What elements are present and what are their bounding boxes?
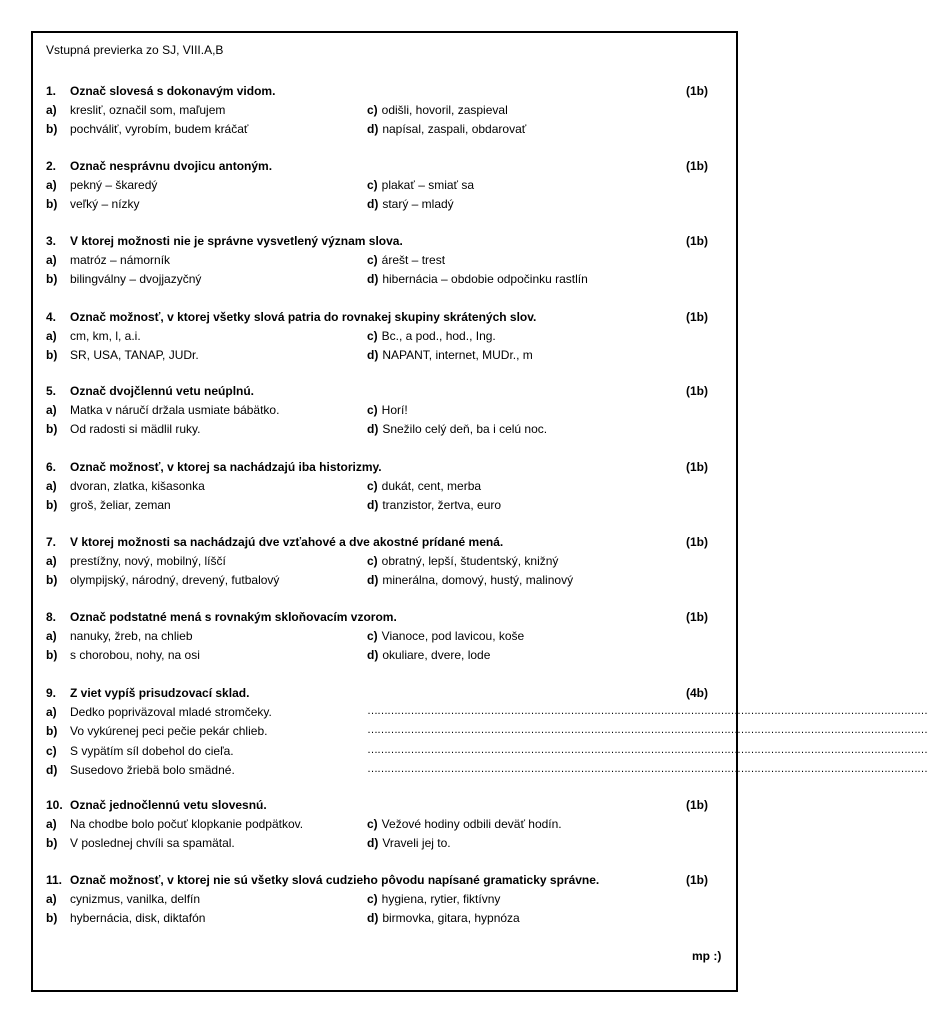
answer-option	[46, 629, 193, 643]
option-text: olympijský, národný, drevený, futbalový	[70, 573, 280, 587]
answer-option	[367, 629, 524, 643]
option-text: Vianoce, pod lavicou, koše	[381, 629, 525, 643]
footer-signature: mp :)	[692, 949, 722, 963]
option-letter: d)	[367, 348, 379, 362]
option-text: bilingválny – dvojjazyčný	[70, 272, 202, 286]
option-text: veľký – nízky	[70, 197, 140, 211]
sentence-item	[46, 724, 267, 738]
sentence-item	[46, 705, 272, 719]
option-text: groš, želiar, zeman	[70, 498, 171, 512]
answer-option	[367, 329, 496, 343]
option-letter: a)	[46, 253, 57, 267]
option-text: Od radosti si mädlil ruky.	[70, 422, 201, 436]
question-text: V ktorej možnosti nie je správne vysvetlený význam slova.	[70, 234, 403, 248]
option-letter: c)	[367, 554, 378, 568]
option-letter: a)	[46, 892, 57, 906]
option-text: minerálna, domový, hustý, malinový	[382, 573, 574, 587]
option-letter: d)	[367, 648, 379, 662]
sentence-item	[46, 744, 234, 758]
option-text: matróz – námorník	[70, 253, 171, 267]
answer-option	[46, 573, 279, 587]
answer-option	[367, 911, 520, 925]
option-letter: a)	[46, 178, 57, 192]
question-title	[46, 535, 503, 549]
question-number: 7.	[46, 535, 57, 549]
option-letter: a)	[46, 629, 57, 643]
option-text: birmovka, gitara, hypnóza	[382, 911, 520, 925]
question-number: 2.	[46, 159, 57, 173]
sentence-text: Vo vykúrenej peci pečie pekár chlieb.	[70, 724, 268, 738]
option-letter: c)	[367, 403, 378, 417]
option-text: napísal, zaspali, obdarovať	[382, 122, 527, 136]
question-number: 1.	[46, 84, 57, 98]
option-text: obratný, lepší, študentský, knižný	[381, 554, 559, 568]
question-points: (4b)	[686, 686, 708, 700]
question-text: Z viet vypíš prisudzovací sklad.	[70, 686, 250, 700]
option-letter: d)	[367, 422, 379, 436]
option-letter: c)	[367, 253, 378, 267]
option-text: cm, km, l, a.i.	[70, 329, 141, 343]
option-letter: b)	[46, 836, 58, 850]
option-letter: c)	[367, 892, 378, 906]
option-letter: a)	[46, 329, 57, 343]
question-text: Označ možnosť, v ktorej všetky slová patria do rovnakej skupiny skrátených slov.	[70, 310, 537, 324]
answer-option	[367, 348, 533, 362]
option-text: Vraveli jej to.	[382, 836, 451, 850]
option-letter: d)	[367, 498, 379, 512]
answer-option	[367, 272, 588, 286]
question-points: (1b)	[686, 798, 708, 812]
answer-line[interactable]: ……………………………………………………………………………………………………………………………………………………	[367, 744, 927, 756]
answer-option	[46, 648, 200, 662]
answer-option	[367, 498, 501, 512]
option-letter: b)	[46, 197, 58, 211]
option-text: s chorobou, nohy, na osi	[70, 648, 200, 662]
option-text: starý – mladý	[382, 197, 454, 211]
answer-option	[46, 329, 141, 343]
option-text: nanuky, žreb, na chlieb	[70, 629, 193, 643]
question-title	[46, 234, 403, 248]
answer-option	[367, 122, 526, 136]
option-letter: a)	[46, 403, 57, 417]
question-number: 11.	[46, 873, 63, 887]
answer-option	[46, 253, 170, 267]
question-points: (1b)	[686, 610, 708, 624]
option-text: hibernácia – obdobie odpočinku rastlín	[382, 272, 588, 286]
option-text: SR, USA, TANAP, JUDr.	[70, 348, 199, 362]
question-number: 6.	[46, 460, 57, 474]
question-text: Označ slovesá s dokonavým vidom.	[70, 84, 276, 98]
option-text: dvoran, zlatka, kišasonka	[70, 479, 205, 493]
option-letter: b)	[46, 122, 58, 136]
question-points: (1b)	[686, 84, 708, 98]
answer-option	[367, 403, 408, 417]
question-title	[46, 798, 267, 812]
option-text: V poslednej chvíli sa spamätal.	[70, 836, 235, 850]
option-text: Vežové hodiny odbili deväť hodín.	[381, 817, 562, 831]
question-title	[46, 460, 382, 474]
question-text: Označ podstatné mená s rovnakým skloňovacím vzorom.	[70, 610, 397, 624]
question-points: (1b)	[686, 535, 708, 549]
option-text: prestížny, nový, mobilný, líščí	[70, 554, 226, 568]
option-letter: d)	[367, 122, 379, 136]
answer-option	[46, 422, 200, 436]
answer-line[interactable]: ……………………………………………………………………………………………………………………………………………………	[367, 763, 927, 775]
option-letter: b)	[46, 272, 58, 286]
question-points: (1b)	[686, 460, 708, 474]
option-letter: b)	[46, 498, 58, 512]
option-text: dukát, cent, merba	[381, 479, 482, 493]
answer-option	[46, 892, 200, 906]
answer-option	[367, 573, 573, 587]
answer-option	[367, 178, 474, 192]
option-text: odišli, hovoril, zaspieval	[381, 103, 508, 117]
sentence-text: Dedko popriväzoval mladé stromčeky.	[70, 705, 272, 719]
answer-option	[367, 836, 451, 850]
answer-option	[46, 479, 205, 493]
question-text: Označ možnosť, v ktorej nie sú všetky slová cudzieho pôvodu napísané gramaticky správne.	[70, 873, 600, 887]
answer-option	[367, 479, 481, 493]
option-text: Matka v náručí držala usmiate bábätko.	[70, 403, 280, 417]
answer-line[interactable]: ……………………………………………………………………………………………………………………………………………………	[367, 724, 927, 736]
option-text: pochváliť, vyrobím, budem kráčať	[70, 122, 249, 136]
question-text: Označ nesprávnu dvojicu antoným.	[70, 159, 273, 173]
option-text: Snežilo celý deň, ba i celú noc.	[382, 422, 548, 436]
answer-option	[46, 178, 157, 192]
answer-option	[46, 348, 199, 362]
question-text: Označ dvojčlennú vetu neúplnú.	[70, 384, 255, 398]
option-letter: d)	[46, 763, 58, 777]
option-letter: a)	[46, 817, 57, 831]
option-letter: b)	[46, 422, 58, 436]
answer-option	[46, 197, 140, 211]
option-text: árešt – trest	[381, 253, 446, 267]
answer-option	[46, 498, 171, 512]
option-text: hygiena, rytier, fiktívny	[381, 892, 501, 906]
option-letter: a)	[46, 479, 57, 493]
answer-option	[46, 817, 303, 831]
option-letter: b)	[46, 724, 58, 738]
question-title	[46, 610, 397, 624]
option-letter: a)	[46, 705, 57, 719]
option-text: Bc., a pod., hod., Ing.	[381, 329, 496, 343]
question-number: 3.	[46, 234, 57, 248]
answer-option	[367, 197, 454, 211]
option-letter: d)	[367, 573, 379, 587]
option-letter: c)	[46, 744, 57, 758]
answer-option	[46, 836, 235, 850]
answer-option	[367, 648, 490, 662]
option-letter: d)	[367, 836, 379, 850]
question-text: Označ jednočlennú vetu slovesnú.	[70, 798, 267, 812]
answer-line[interactable]: ……………………………………………………………………………………………………………………………………………………	[367, 705, 927, 717]
question-title	[46, 384, 254, 398]
option-text: cynizmus, vanilka, delfín	[70, 892, 201, 906]
option-text: Na chodbe bolo počuť klopkanie podpätkov.	[70, 817, 304, 831]
question-points: (1b)	[686, 234, 708, 248]
option-text: pekný – škaredý	[70, 178, 158, 192]
answer-option	[46, 554, 226, 568]
answer-option	[367, 253, 445, 267]
question-title	[46, 159, 272, 173]
question-title	[46, 686, 249, 700]
option-letter: c)	[367, 817, 378, 831]
question-text: Označ možnosť, v ktorej sa nachádzajú iba historizmy.	[70, 460, 382, 474]
question-number: 4.	[46, 310, 57, 324]
option-letter: d)	[367, 911, 379, 925]
option-text: NAPANT, internet, MUDr., m	[382, 348, 533, 362]
option-letter: c)	[367, 629, 378, 643]
sentence-text: S vypätím síl dobehol do cieľa.	[70, 744, 234, 758]
option-text: hybernácia, disk, diktafón	[70, 911, 206, 925]
option-letter: c)	[367, 479, 378, 493]
option-text: Horí!	[381, 403, 408, 417]
option-letter: b)	[46, 348, 58, 362]
option-letter: b)	[46, 911, 58, 925]
answer-option	[367, 817, 562, 831]
answer-option	[367, 554, 558, 568]
option-text: plakať – smiať sa	[381, 178, 475, 192]
sentence-item	[46, 763, 235, 777]
option-letter: d)	[367, 272, 379, 286]
option-letter: c)	[367, 103, 378, 117]
option-letter: b)	[46, 573, 58, 587]
question-title	[46, 873, 599, 887]
question-number: 8.	[46, 610, 57, 624]
option-letter: a)	[46, 103, 57, 117]
sentence-text: Susedovo žriebä bolo smädné.	[70, 763, 235, 777]
answer-option	[46, 911, 205, 925]
question-points: (1b)	[686, 384, 708, 398]
answer-option	[367, 892, 500, 906]
option-letter: d)	[367, 197, 379, 211]
question-title	[46, 310, 536, 324]
answer-option	[46, 103, 225, 117]
answer-option	[367, 103, 508, 117]
option-letter: c)	[367, 329, 378, 343]
option-text: kresliť, označil som, maľujem	[70, 103, 226, 117]
question-text: V ktorej možnosti sa nachádzajú dve vzťahové a dve akostné prídané mená.	[70, 535, 504, 549]
option-letter: a)	[46, 554, 57, 568]
question-title	[46, 84, 275, 98]
worksheet-title: Vstupná previerka zo SJ, VIII.A,B	[46, 43, 224, 57]
answer-option	[46, 272, 201, 286]
answer-option	[367, 422, 547, 436]
option-letter: c)	[367, 178, 378, 192]
option-text: tranzistor, žertva, euro	[382, 498, 502, 512]
answer-option	[46, 122, 248, 136]
question-points: (1b)	[686, 310, 708, 324]
question-number: 10.	[46, 798, 63, 812]
answer-option	[46, 403, 279, 417]
question-number: 5.	[46, 384, 57, 398]
question-points: (1b)	[686, 159, 708, 173]
option-letter: b)	[46, 648, 58, 662]
question-points: (1b)	[686, 873, 708, 887]
question-number: 9.	[46, 686, 57, 700]
option-text: okuliare, dvere, lode	[382, 648, 491, 662]
